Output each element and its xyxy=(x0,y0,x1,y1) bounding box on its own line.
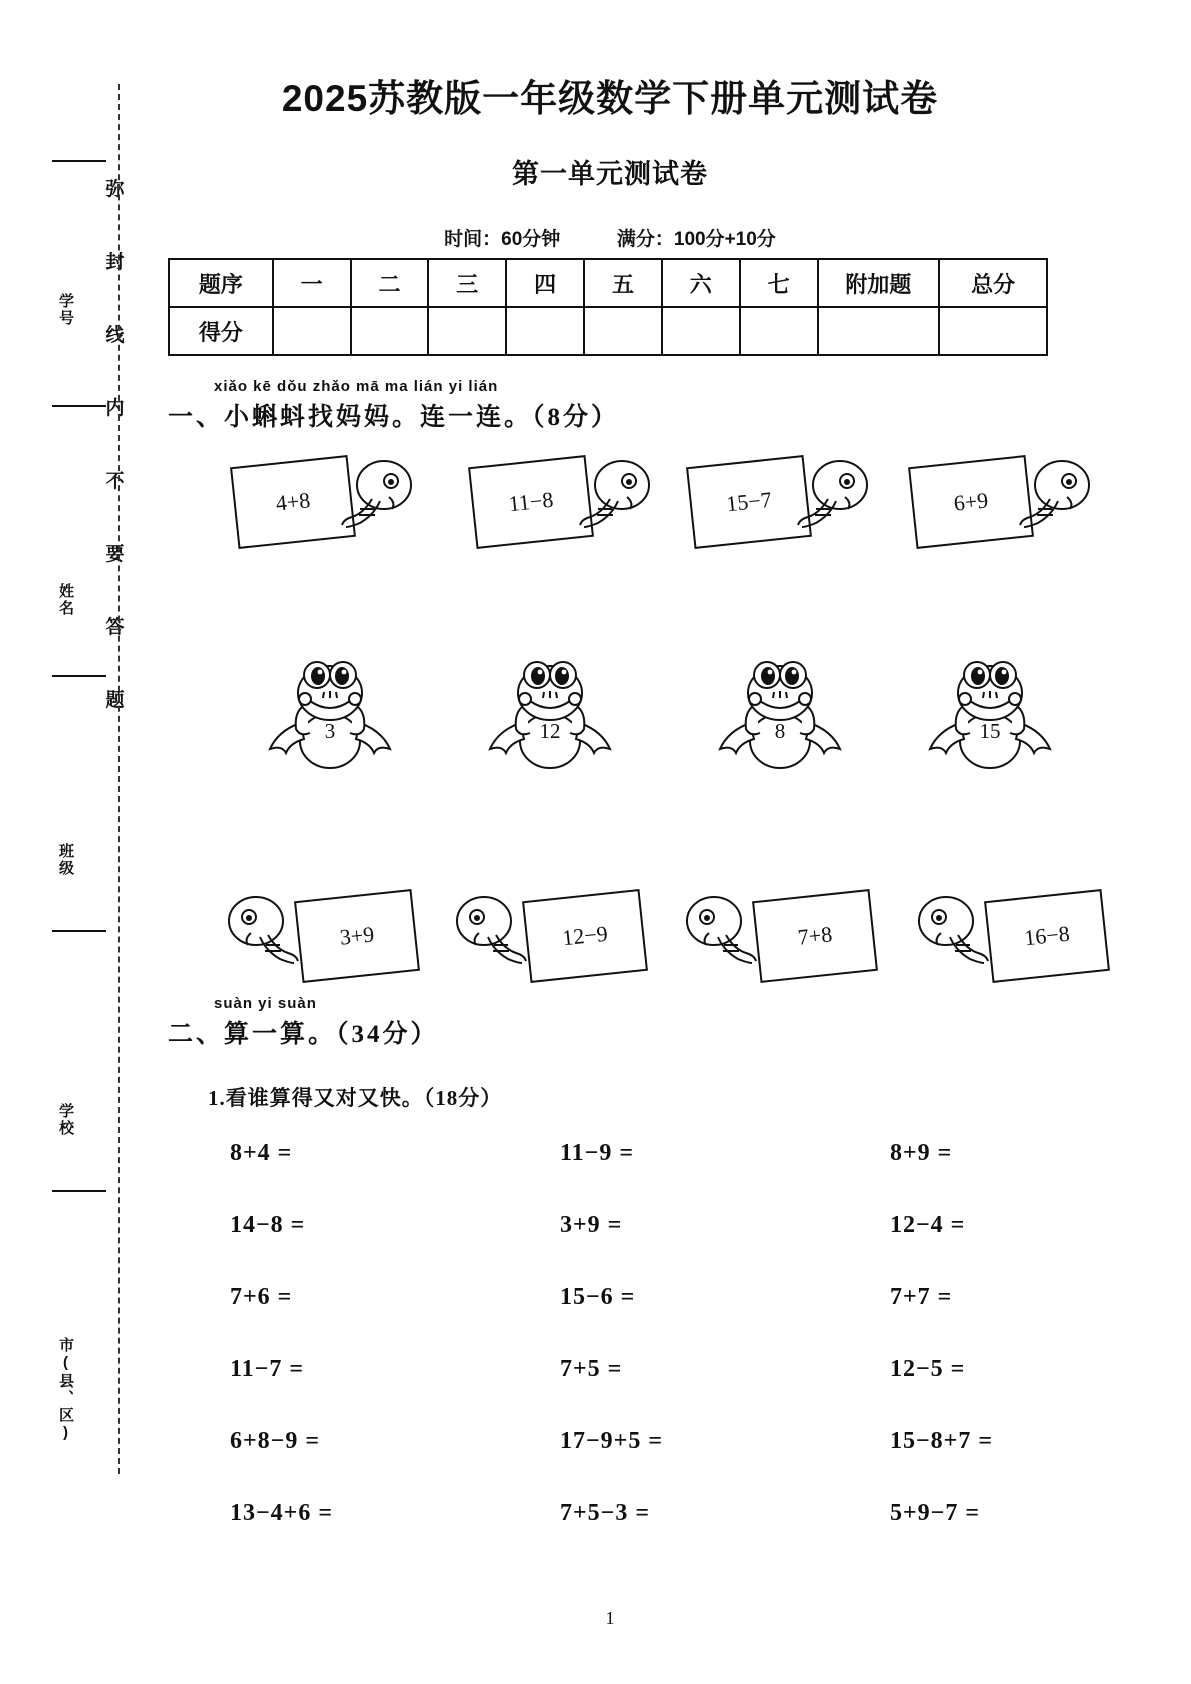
score-col-4: 四 xyxy=(506,259,584,307)
score-cell-3[interactable] xyxy=(428,307,506,355)
section-1-bottom-card-row xyxy=(220,885,1140,1005)
frog-icon xyxy=(480,645,620,775)
score-table-row-label-2: 得分 xyxy=(169,307,273,355)
score-col-1: 一 xyxy=(273,259,351,307)
tadpole-icon xyxy=(220,891,306,971)
card-5-value: 3+9 xyxy=(294,889,420,983)
section-1-heading xyxy=(168,378,619,433)
seal-word-4: 不 xyxy=(105,471,125,492)
seal-field-xuexiao: 学校 xyxy=(57,1103,74,1137)
score-cell-5[interactable] xyxy=(584,307,662,355)
card-1-value: 4+8 xyxy=(230,455,356,549)
tadpole-icon xyxy=(790,457,876,537)
score-col-5: 五 xyxy=(584,259,662,307)
score-cell-2[interactable] xyxy=(351,307,429,355)
calc-r1c2[interactable]: 11−9 = xyxy=(560,1140,635,1166)
frog-icon xyxy=(710,645,850,775)
tadpole-icon xyxy=(678,891,764,971)
calc-r4c1[interactable]: 11−7 = xyxy=(230,1356,305,1382)
seal-word-1: 封 xyxy=(105,252,125,273)
page-subtitle: 第一单元测试卷 xyxy=(512,159,708,189)
calc-r5c3[interactable]: 15−8+7 = xyxy=(890,1428,994,1454)
calc-r3c2[interactable]: 15−6 = xyxy=(560,1284,636,1310)
total-score-label: 满分：100分+10分 xyxy=(616,229,776,250)
calc-r6c3[interactable]: 5+9−7 = xyxy=(890,1500,981,1526)
score-cell-extra[interactable] xyxy=(818,307,940,355)
tadpole-card-7[interactable] xyxy=(678,885,893,995)
score-cell-4[interactable] xyxy=(506,307,584,355)
card-7-value: 7+8 xyxy=(752,889,878,983)
calc-r6c2[interactable]: 7+5−3 = xyxy=(560,1500,651,1526)
seal-field-banji: 班级 xyxy=(57,843,74,877)
seal-rule-5 xyxy=(52,1190,106,1192)
seal-word-3: 内 xyxy=(105,398,125,419)
seal-word-6: 答 xyxy=(105,617,125,638)
seal-field-labels xyxy=(40,60,76,1480)
score-col-total: 总分 xyxy=(939,259,1047,307)
section-2-sub1-title: 1.看谁算得又对又快。（18分） xyxy=(208,1086,503,1110)
calc-r5c1[interactable]: 6+8−9 = xyxy=(230,1428,321,1454)
section-2-heading xyxy=(168,995,439,1050)
section-1-title: 一、小蝌蚪找妈妈。连一连。（8分） xyxy=(168,404,620,431)
tadpole-card-3[interactable] xyxy=(686,455,901,565)
card-2-value: 11−8 xyxy=(468,455,594,549)
frog-4-number: 15 xyxy=(979,719,1001,743)
calc-r1c3[interactable]: 8+9 = xyxy=(890,1140,953,1166)
seal-word-7: 题 xyxy=(105,690,125,711)
exam-meta xyxy=(160,224,1060,251)
tadpole-card-2[interactable] xyxy=(468,455,683,565)
score-table-row-label-1: 题序 xyxy=(169,259,273,307)
score-cell-6[interactable] xyxy=(662,307,740,355)
calc-r2c1[interactable]: 14−8 = xyxy=(230,1212,306,1238)
frog-3[interactable] xyxy=(710,645,850,775)
content-area xyxy=(160,0,1191,1684)
section-2-title: 二、算一算。（34分） xyxy=(168,1021,439,1048)
frog-2[interactable] xyxy=(480,645,620,775)
seal-field-shixianqu: 市(县、区) xyxy=(57,1337,74,1443)
frog-1-number: 3 xyxy=(324,719,336,743)
frog-icon xyxy=(260,645,400,775)
score-table xyxy=(168,258,1048,356)
sealing-strip xyxy=(0,60,160,1480)
score-cell-1[interactable] xyxy=(273,307,351,355)
score-table-value-row xyxy=(169,307,1047,355)
frog-4[interactable] xyxy=(920,645,1060,775)
score-cell-total[interactable] xyxy=(939,307,1047,355)
frog-icon xyxy=(920,645,1060,775)
calc-r3c1[interactable]: 7+6 = xyxy=(230,1284,293,1310)
section-1-frog-row xyxy=(220,645,1140,785)
page-title: 2025苏教版一年级数学下册单元测试卷 xyxy=(281,78,939,119)
tadpole-card-8[interactable] xyxy=(910,885,1125,995)
time-label: 时间：60分钟 xyxy=(444,229,561,250)
tadpole-card-1[interactable] xyxy=(230,455,445,565)
frog-2-number: 12 xyxy=(539,719,561,743)
frog-1[interactable] xyxy=(260,645,400,775)
tadpole-icon xyxy=(572,457,658,537)
seal-rule-4 xyxy=(52,930,106,932)
seal-word-2: 线 xyxy=(105,325,125,346)
score-cell-7[interactable] xyxy=(740,307,818,355)
card-6-value: 12−9 xyxy=(522,889,648,983)
calc-r1c1[interactable]: 8+4 = xyxy=(230,1140,293,1166)
tadpole-icon xyxy=(448,891,534,971)
tadpole-icon xyxy=(910,891,996,971)
score-table-header-row xyxy=(169,259,1047,307)
seal-rule-1 xyxy=(52,160,106,162)
seal-field-xingming: 姓名 xyxy=(57,583,74,617)
score-col-6: 六 xyxy=(662,259,740,307)
seal-dashed-line xyxy=(118,84,120,1474)
calc-r3c3[interactable]: 7+7 = xyxy=(890,1284,953,1310)
score-col-extra: 附加题 xyxy=(818,259,940,307)
section-2-pinyin: suàn yi suàn xyxy=(214,995,317,1012)
section-1-top-card-row xyxy=(220,455,1140,575)
seal-word-0: 弥 xyxy=(105,179,125,200)
calc-r6c1[interactable]: 13−4+6 = xyxy=(230,1500,334,1526)
tadpole-icon xyxy=(334,457,420,537)
calc-r2c2[interactable]: 3+9 = xyxy=(560,1212,623,1238)
seal-word-5: 要 xyxy=(105,544,125,565)
tadpole-icon xyxy=(1012,457,1098,537)
seal-field-xuehao: 学号 xyxy=(57,293,74,327)
frog-3-number: 8 xyxy=(774,719,786,743)
card-8-value: 16−8 xyxy=(984,889,1110,983)
page-number: 1 xyxy=(605,1608,615,1628)
calc-r2c3[interactable]: 12−4 = xyxy=(890,1212,966,1238)
card-4-value: 6+9 xyxy=(908,455,1034,549)
card-3-value: 15−7 xyxy=(686,455,812,549)
score-col-7: 七 xyxy=(740,259,818,307)
tadpole-card-6[interactable] xyxy=(448,885,663,995)
calc-r4c2[interactable]: 7+5 = xyxy=(560,1356,623,1382)
calc-r5c2[interactable]: 17−9+5 = xyxy=(560,1428,664,1454)
score-col-2: 二 xyxy=(351,259,429,307)
score-col-3: 三 xyxy=(428,259,506,307)
seal-vertical-words xyxy=(98,180,132,764)
tadpole-card-4[interactable] xyxy=(908,455,1123,565)
section-1-pinyin: xiǎo kē dǒu zhǎo mā ma lián yi lián xyxy=(214,378,499,395)
tadpole-card-5[interactable] xyxy=(220,885,435,995)
calc-r4c3[interactable]: 12−5 = xyxy=(890,1356,966,1382)
